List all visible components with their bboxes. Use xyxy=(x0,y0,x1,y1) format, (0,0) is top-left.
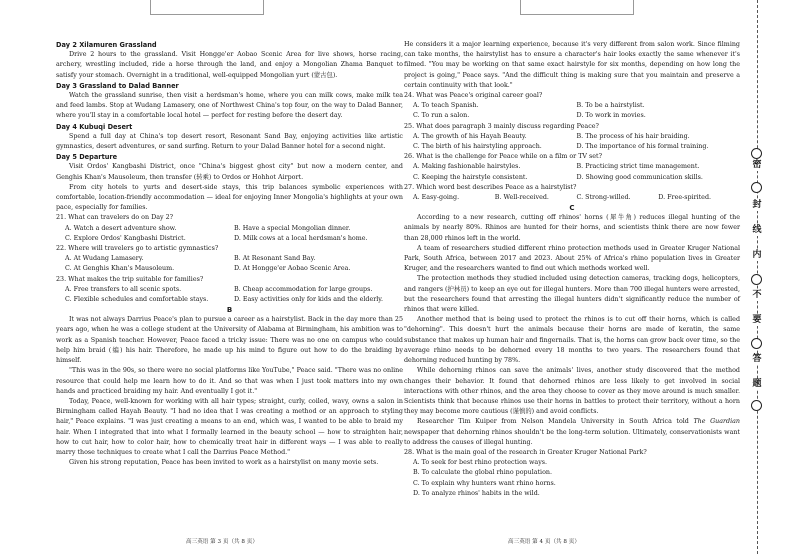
passage-b-paragraph-2: "This was in the 90s, so there were no social platforms like YouTube," Peace said. "There was no online resource that could help me learn how to do it. And so that was when I just took matters into my own hands and practiced braiding my hair. And eventually I got it." xyxy=(56,367,403,395)
section-c-heading: C xyxy=(569,204,575,213)
seal-circle-icon xyxy=(751,338,762,349)
option: C. To run a salon. xyxy=(413,112,470,120)
seal-char: 线 xyxy=(749,225,765,236)
question-23-options xyxy=(56,285,403,305)
day5-text: Visit Ordos' Kangbashi District, once "China's biggest ghost city" but now a modern center, and Genghis Khan's Mausoleum, then transfer (转乘) to Ordos or Hohhot Airport. xyxy=(56,163,403,181)
option: B. To be a hairstylist. xyxy=(576,102,645,110)
passage-c-paragraph-3: The protection methods they studied included using detection cameras, tracking dogs, helicopters, and rangers (护林员) to keep an eye out for illegal hunters. More than 700 illegal hunters were arrested, but the researchers found that arresting the illegal hunters didn't significantly reduce the number of rhinos that were killed. xyxy=(404,275,740,314)
page-footer-right: 高三英语 第 4 页（共 8 页） xyxy=(508,539,580,545)
question-28-options xyxy=(404,458,740,499)
question-26-options xyxy=(404,162,740,182)
question-25: 25. What does paragraph 3 mainly discuss regarding Peace? xyxy=(404,122,599,130)
question-21: 21. What can travelers do on Day 2? xyxy=(56,214,174,222)
question-21-options xyxy=(56,224,403,244)
seal-circle-icon xyxy=(751,274,762,285)
option: A. Easy-going. xyxy=(413,194,460,202)
seal-char: 不 xyxy=(749,290,765,301)
top-tab-left xyxy=(150,0,264,15)
passage-b-paragraph-3: Today, Peace, well-known for working with all hair types; straight, curly, coiled, wavy, owns a salon in Birmingham called Hayah Beauty. "I had no idea that I was creating a method or an approach to styling hair," Peace explains. "I was just creating a means to an end, which was, I wanted to be able to braid my hair. When I integrated that into what I formally learned in the beauty school — how to straighten hair, how to cut hair, how to color hair, how to chemically treat hair in different ways — I was able to really marry those techniques to create what I call the Darrius Peace Method." xyxy=(56,397,403,456)
option: D. At Hongge'er Aobao Scenic Area. xyxy=(234,265,351,273)
question-26: 26. What is the challenge for Peace while on a film or TV set? xyxy=(404,153,602,161)
question-22: 22. Where will travelers go to artistic gymnastics? xyxy=(56,245,219,253)
option: B. Well-received. xyxy=(494,194,549,202)
option: A. Watch a desert adventure show. xyxy=(65,224,177,232)
option: B. At Resonant Sand Bay. xyxy=(234,255,316,263)
question-28: 28. What is the main goal of the research in Greater Kruger National Park? xyxy=(404,448,647,456)
option: C. At Genghis Khan's Mausoleum. xyxy=(65,265,175,273)
option: D. Showing good communication skills. xyxy=(576,173,703,181)
left-column xyxy=(56,40,403,468)
seal-char: 内 xyxy=(749,250,765,261)
paragraph-6-end: newspaper that dehorning rhinos shouldn't be the long-term solution. Ultimately, conservationists want to address the causes of illegal hunting. xyxy=(404,428,740,446)
seal-circle-icon xyxy=(751,400,762,411)
question-24-options xyxy=(404,101,740,121)
passage-c-paragraph-6 xyxy=(404,417,740,448)
section-b-heading: B xyxy=(226,306,233,315)
option: D. Easy activities only for kids and the elderly. xyxy=(234,296,384,304)
option: C. Explore Ordos' Kangbashi District. xyxy=(65,234,186,242)
newspaper-name: The Guardian xyxy=(693,418,740,426)
passage-c-paragraph-2: A team of researchers studied different rhino protection methods used in Greater Kruger National Park, South Africa, between 2017 and 2023. About 25% of Africa's rhino population lives in Greater Kruger, and the researchers wanted to find out which methods worked well. xyxy=(404,244,740,273)
page-footer-left: 高三英语 第 3 页（共 8 页） xyxy=(186,539,258,545)
option: C. The birth of his hairstyling approach. xyxy=(413,143,542,151)
option: B. Practicing strict time management. xyxy=(576,163,700,171)
day4-title: Day 4 Kubuqi Desert xyxy=(56,122,133,131)
question-22-options xyxy=(56,254,403,274)
option: C. To explain why hunters want rhino horns. xyxy=(413,479,556,487)
option: B. Have a special Mongolian dinner. xyxy=(234,224,351,232)
option: A. Free transfers to all scenic spots. xyxy=(65,285,182,293)
passage-c-paragraph-5: While dehorning rhinos can save the animals' lives, another study discovered that the method changes their behavior. It found that dehorned rhinos are less likely to get involved in social interactions with other rhinos, and the area they choose to cover as they move around is much smaller. Scientists think that because rhinos use their horns in battles to protect their territory, without a horn they may become more cautious (谨慎的) and avoid conflicts. xyxy=(404,367,740,416)
option: C. Keeping the hairstyle consistent. xyxy=(413,173,528,181)
passage-b-paragraph-4: Given his strong reputation, Peace has been invited to work as a hairstylist on many movie sets. xyxy=(69,459,379,467)
option: D. Milk cows at a local herdsman's home. xyxy=(234,234,368,242)
right-column xyxy=(404,40,740,499)
option: A. To teach Spanish. xyxy=(413,102,479,110)
seal-char: 封 xyxy=(749,200,765,211)
option: C. Strong-willed. xyxy=(576,194,631,202)
question-25-options xyxy=(404,132,740,152)
passage-c-paragraph-4: Another method that is being used to protect the rhinos is to cut off their horns, which is called "dehorning". This doesn't hurt the animals because their horns are made of keratin, the same substance that makes up human hair and fingernails. That is, the horns can grow back over time, so the average rhino needs to be dehorned every 18 months to two years. The researchers found that dehorning reduced hunting by 78%. xyxy=(404,316,740,365)
option: B. The process of his hair braiding. xyxy=(576,132,690,140)
option: A. Making fashionable hairstyles. xyxy=(413,163,521,171)
day3-title: Day 3 Grassland to Dalad Banner xyxy=(56,81,179,90)
passage-b-paragraph-1: It was not always Darrius Peace's plan to pursue a career as a hairstylist. Back in the day more than 25 years ago, when he was a college student at the University of Alabama at Birmingham, his ambition was to work as a Spanish teacher. However, Peace faced a tricky issue: There was no one on campus who could help him braid (编) his hair. Therefore, he made up his mind to figure out how to do the braiding by himself. xyxy=(56,316,403,365)
seal-char: 题 xyxy=(749,379,765,390)
day2-text: Drive 2 hours to the grassland. Visit Hongge'er Aobao Scenic Area for live shows, horse racing, archery, wrestling included, ride a horse through the land, and enjoy a Mongolian Zhama Banquet to satisfy your stomach. Overnight in a traditional, well-equipped Mongolian yurt (蒙古包). xyxy=(56,51,403,79)
option: A. The growth of his Hayah Beauty. xyxy=(413,132,527,140)
passage-c-paragraph-1: According to a new research, cutting off rhinos' horns (犀牛角) reduces illegal hunting of the animals by nearly 80%. Rhinos are hunted for their horns, and scientists think there are now fewer than 28,000 rhinos left in the world. xyxy=(404,214,740,242)
question-24: 24. What was Peace's original career goal? xyxy=(404,92,543,100)
day3-text: Watch the grassland sunrise, then visit a herdsman's home, where you can milk cows, make milk tea and feed lambs. Stop at Wudang Lamasery, one of Northwest China's top four, on the way to Dalad Banner, where you'll stay in a comfortable local hotel — perfect for resting before the desert day. xyxy=(56,92,403,120)
seal-char: 密 xyxy=(749,160,765,171)
summary-text: From city hotels to yurts and desert-side stays, this trip balances symbolic experiences with comfortable, location-friendly accommodation — ideal for enjoying Inner Mongolia's highlights at your own pace, especially for families. xyxy=(56,183,403,212)
day4-text: Spend a full day at China's top desert resort, Resonant Sand Bay, enjoying activities like artistic gymnastics, desert adventures, or sand surfing. Return to your Dalad Banner hotel for a second night. xyxy=(56,132,403,151)
option: C. Flexible schedules and comfortable stays. xyxy=(65,296,209,304)
option: D. The importance of his formal training. xyxy=(576,143,709,151)
option: D. To work in movies. xyxy=(576,112,646,120)
option: D. Free-spirited. xyxy=(658,194,712,202)
passage-b-paragraph-5: He considers it a major learning experience, because it's very different from salon work. Since filming can take months, the hairstylist has to ensure a character's hair looks exactly the same whenever it's filmed. "You may be working on that same exact hairstyle for six months, depending on how long the project is going," Peace says. "And the difficult thing is making sure that you maintain and preserve a certain continuity with that look." xyxy=(404,41,740,89)
question-27-options xyxy=(404,193,740,203)
option: D. To analyze rhinos' habits in the wild. xyxy=(413,489,540,497)
day2-title: Day 2 Xilamuren Grassland xyxy=(56,41,157,49)
seal-circle-icon xyxy=(751,148,762,159)
option: B. To calculate the global rhino population. xyxy=(413,469,553,477)
seal-strip xyxy=(744,20,770,540)
seal-char: 要 xyxy=(749,315,765,326)
option: A. At Wudang Lamasery. xyxy=(65,255,144,263)
day5-title: Day 5 Departure xyxy=(56,153,118,162)
option: A. To seek for best rhino protection ways. xyxy=(413,459,548,467)
question-23: 23. What makes the trip suitable for families? xyxy=(56,275,204,283)
option: B. Cheap accommodation for large groups. xyxy=(234,285,373,293)
paragraph-6-start: Researcher Tim Kuiper from Nelson Mandela University in South Africa told xyxy=(417,418,694,426)
seal-char: 答 xyxy=(749,354,765,365)
top-tab-right xyxy=(520,0,634,15)
question-27: 27. Which word best describes Peace as a hairstylist? xyxy=(404,183,577,191)
seal-circle-icon xyxy=(751,182,762,193)
